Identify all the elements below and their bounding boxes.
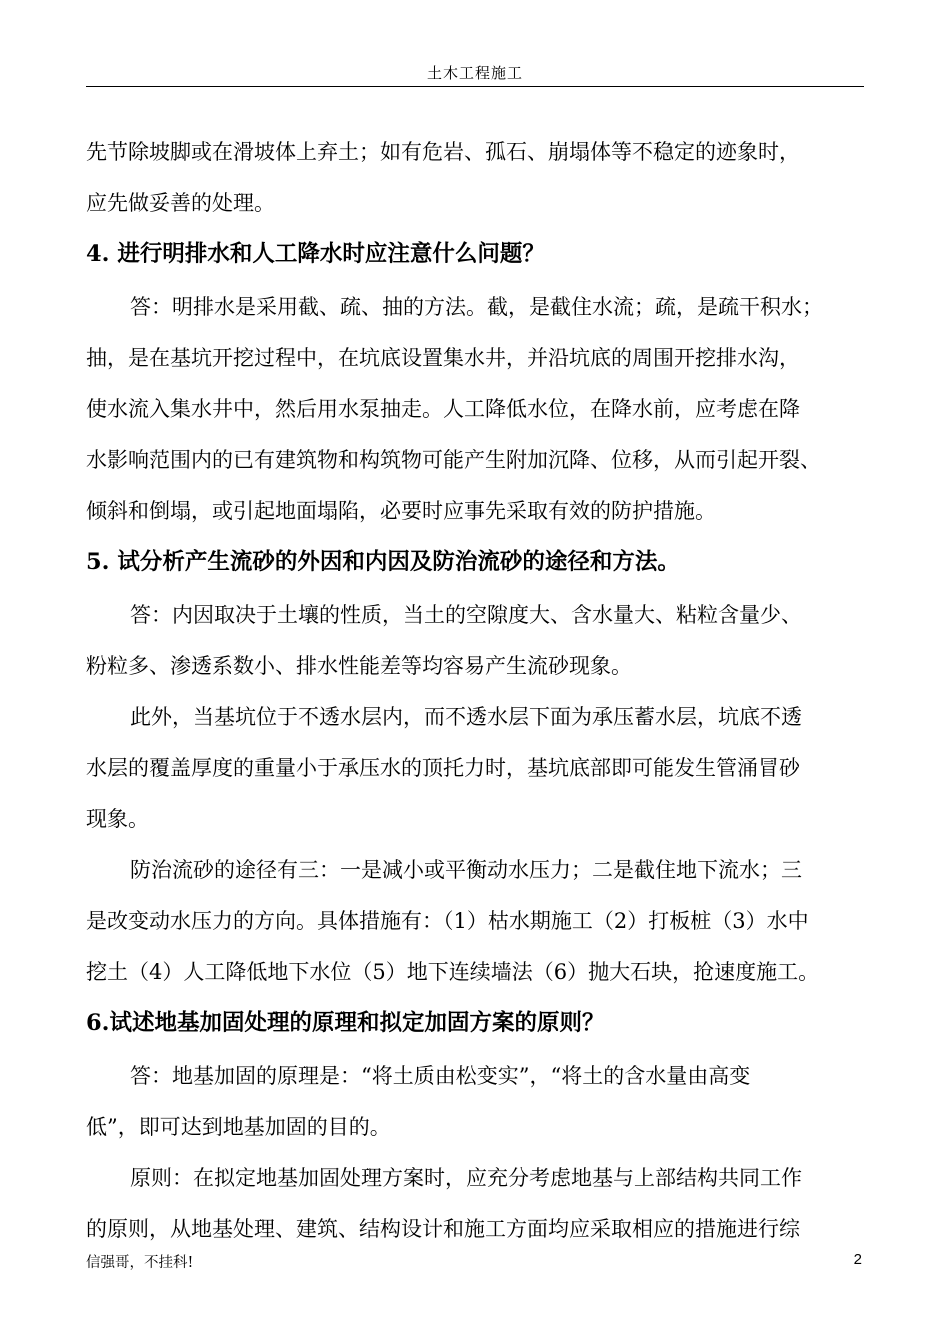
question-heading: 6.试述地基加固处理的原理和拟定加固方案的原则？ [86,1010,605,1036]
paragraph-line: 抽，是在基坑开挖过程中，在坑底设置集水井，并沿坑底的周围开挖排水沟， [86,346,800,370]
header-rule [86,86,864,87]
paragraph-line: 水影响范围内的已有建筑物和构筑物可能产生附加沉降、位移，从而引起开裂、 [86,448,821,472]
paragraph-line: 应先做妥善的处理。 [86,191,275,215]
paragraph-line: 粉粒多、渗透系数小、排水性能差等均容易产生流砂现象。 [86,654,632,678]
paragraph-line: 倾斜和倒塌，或引起地面塌陷，必要时应事先采取有效的防护措施。 [86,499,716,523]
paragraph-line: 水层的覆盖厚度的重量小于承压水的顶托力时，基坑底部即可能发生管涌冒砂 [86,756,800,780]
paragraph-line: 挖土（4）人工降低地下水位（5）地下连续墙法（6）抛大石块，抢速度施工。 [86,960,820,984]
paragraph-line: 先节除坡脚或在滑坡体上弃土；如有危岩、孤石、崩塌体等不稳定的迹象时， [86,140,800,164]
paragraph-line: 此外，当基坑位于不透水层内，而不透水层下面为承压蓄水层，坑底不透 [130,705,802,729]
question-heading: 5. 试分析产生流砂的外因和内因及防治流砂的途径和方法。 [86,549,680,575]
paragraph-line: 低”，即可达到地基加固的目的。 [86,1115,391,1139]
paragraph-line: 现象。 [86,807,149,831]
paragraph-line: 是改变动水压力的方向。具体措施有：（1）枯水期施工（2）打板桩（3）水中 [86,909,809,933]
page-header-title: 土木工程施工 [426,64,523,82]
footer-note: 信强哥，不挂科! [86,1255,194,1271]
question-heading: 4. 进行明排水和人工降水时应注意什么问题？ [86,241,545,267]
paragraph-line: 使水流入集水井中，然后用水泵抽走。人工降低水位，在降水前，应考虑在降 [86,397,800,421]
paragraph-line: 原则：在拟定地基加固处理方案时，应充分考虑地基与上部结构共同工作 [130,1166,802,1190]
paragraph-line: 的原则，从地基处理、建筑、结构设计和施工方面均应采取相应的措施进行综 [86,1217,800,1241]
document-body [86,130,866,1258]
paragraph-line: 防治流砂的途径有三：一是减小或平衡动水压力；二是截住地下流水；三 [130,858,802,882]
page-number: 2 [853,1251,862,1268]
paragraph-line: 答：明排水是采用截、疏、抽的方法。截，是截住水流；疏，是疏干积水； [130,295,823,319]
paragraph-line: 答：内因取决于土壤的性质，当土的空隙度大、含水量大、粘粒含量少、 [130,603,802,627]
paragraph-line: 答：地基加固的原理是：“将土质由松变实”，“将土的含水量由高变 [130,1064,751,1088]
